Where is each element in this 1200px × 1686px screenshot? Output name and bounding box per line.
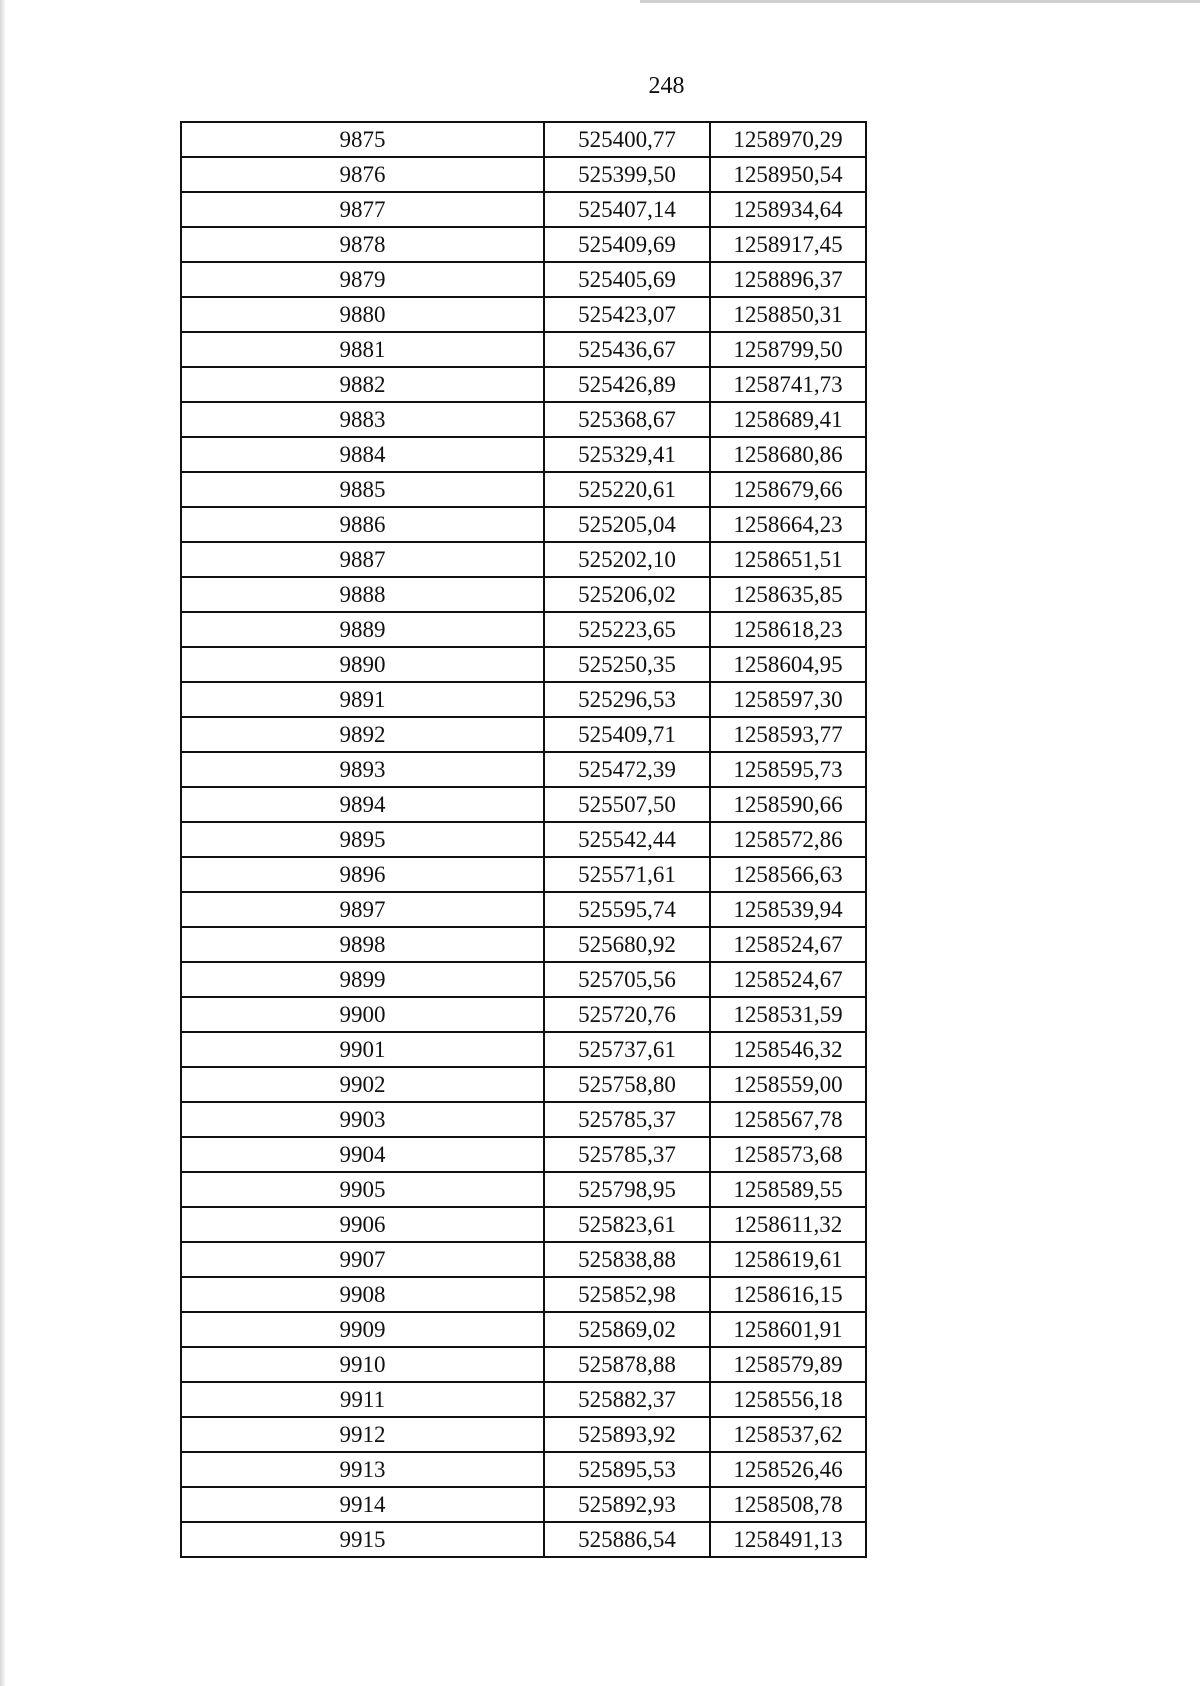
x-coordinate-cell: 525785,37 bbox=[544, 1102, 710, 1137]
point-number-cell: 9909 bbox=[181, 1312, 544, 1347]
point-number-cell: 9892 bbox=[181, 717, 544, 752]
table-row bbox=[181, 612, 866, 647]
y-coordinate-cell: 1258619,61 bbox=[710, 1242, 866, 1277]
y-coordinate-cell: 1258616,15 bbox=[710, 1277, 866, 1312]
x-coordinate-cell: 525405,69 bbox=[544, 262, 710, 297]
table-row bbox=[181, 1277, 866, 1312]
point-number-cell: 9895 bbox=[181, 822, 544, 857]
table-row bbox=[181, 1067, 866, 1102]
y-coordinate-cell: 1258680,86 bbox=[710, 437, 866, 472]
table-row bbox=[181, 367, 866, 402]
table-row bbox=[181, 962, 866, 997]
y-coordinate-cell: 1258526,46 bbox=[710, 1452, 866, 1487]
table-row bbox=[181, 227, 866, 262]
table-row bbox=[181, 1487, 866, 1522]
y-coordinate-cell: 1258611,32 bbox=[710, 1207, 866, 1242]
x-coordinate-cell: 525823,61 bbox=[544, 1207, 710, 1242]
table-row bbox=[181, 1522, 866, 1557]
y-coordinate-cell: 1258524,67 bbox=[710, 927, 866, 962]
y-coordinate-cell: 1258537,62 bbox=[710, 1417, 866, 1452]
table-row bbox=[181, 157, 866, 192]
x-coordinate-cell: 525838,88 bbox=[544, 1242, 710, 1277]
y-coordinate-cell: 1258546,32 bbox=[710, 1032, 866, 1067]
point-number-cell: 9912 bbox=[181, 1417, 544, 1452]
table-row bbox=[181, 857, 866, 892]
point-number-cell: 9891 bbox=[181, 682, 544, 717]
point-number-cell: 9885 bbox=[181, 472, 544, 507]
y-coordinate-cell: 1258604,95 bbox=[710, 647, 866, 682]
y-coordinate-cell: 1258679,66 bbox=[710, 472, 866, 507]
y-coordinate-cell: 1258741,73 bbox=[710, 367, 866, 402]
point-number-cell: 9899 bbox=[181, 962, 544, 997]
x-coordinate-cell: 525869,02 bbox=[544, 1312, 710, 1347]
y-coordinate-cell: 1258934,64 bbox=[710, 192, 866, 227]
y-coordinate-cell: 1258896,37 bbox=[710, 262, 866, 297]
x-coordinate-cell: 525472,39 bbox=[544, 752, 710, 787]
y-coordinate-cell: 1258597,30 bbox=[710, 682, 866, 717]
x-coordinate-cell: 525758,80 bbox=[544, 1067, 710, 1102]
table-row bbox=[181, 1382, 866, 1417]
x-coordinate-cell: 525223,65 bbox=[544, 612, 710, 647]
x-coordinate-cell: 525571,61 bbox=[544, 857, 710, 892]
table-row bbox=[181, 1417, 866, 1452]
point-number-cell: 9890 bbox=[181, 647, 544, 682]
x-coordinate-cell: 525878,88 bbox=[544, 1347, 710, 1382]
scan-edge-top bbox=[640, 0, 1200, 3]
x-coordinate-cell: 525705,56 bbox=[544, 962, 710, 997]
point-number-cell: 9883 bbox=[181, 402, 544, 437]
table-row bbox=[181, 577, 866, 612]
point-number-cell: 9904 bbox=[181, 1137, 544, 1172]
y-coordinate-cell: 1258799,50 bbox=[710, 332, 866, 367]
table-row bbox=[181, 682, 866, 717]
scan-edge-left bbox=[0, 0, 6, 1686]
y-coordinate-cell: 1258491,13 bbox=[710, 1522, 866, 1557]
point-number-cell: 9887 bbox=[181, 542, 544, 577]
table-row bbox=[181, 402, 866, 437]
x-coordinate-cell: 525893,92 bbox=[544, 1417, 710, 1452]
x-coordinate-cell: 525436,67 bbox=[544, 332, 710, 367]
point-number-cell: 9898 bbox=[181, 927, 544, 962]
x-coordinate-cell: 525895,53 bbox=[544, 1452, 710, 1487]
y-coordinate-cell: 1258559,00 bbox=[710, 1067, 866, 1102]
y-coordinate-cell: 1258950,54 bbox=[710, 157, 866, 192]
y-coordinate-cell: 1258593,77 bbox=[710, 717, 866, 752]
x-coordinate-cell: 525785,37 bbox=[544, 1137, 710, 1172]
table-row bbox=[181, 192, 866, 227]
y-coordinate-cell: 1258601,91 bbox=[710, 1312, 866, 1347]
x-coordinate-cell: 525680,92 bbox=[544, 927, 710, 962]
x-coordinate-cell: 525296,53 bbox=[544, 682, 710, 717]
x-coordinate-cell: 525409,69 bbox=[544, 227, 710, 262]
point-number-cell: 9888 bbox=[181, 577, 544, 612]
x-coordinate-cell: 525882,37 bbox=[544, 1382, 710, 1417]
y-coordinate-cell: 1258595,73 bbox=[710, 752, 866, 787]
point-number-cell: 9901 bbox=[181, 1032, 544, 1067]
table-row bbox=[181, 122, 866, 157]
point-number-cell: 9915 bbox=[181, 1522, 544, 1557]
table-row bbox=[181, 1347, 866, 1382]
table-row bbox=[181, 1137, 866, 1172]
x-coordinate-cell: 525798,95 bbox=[544, 1172, 710, 1207]
table-row bbox=[181, 787, 866, 822]
point-number-cell: 9893 bbox=[181, 752, 544, 787]
point-number-cell: 9880 bbox=[181, 297, 544, 332]
point-number-cell: 9876 bbox=[181, 157, 544, 192]
y-coordinate-cell: 1258635,85 bbox=[710, 577, 866, 612]
x-coordinate-cell: 525206,02 bbox=[544, 577, 710, 612]
y-coordinate-cell: 1258566,63 bbox=[710, 857, 866, 892]
table-row bbox=[181, 507, 866, 542]
x-coordinate-cell: 525407,14 bbox=[544, 192, 710, 227]
table-row bbox=[181, 927, 866, 962]
point-number-cell: 9896 bbox=[181, 857, 544, 892]
y-coordinate-cell: 1258508,78 bbox=[710, 1487, 866, 1522]
point-number-cell: 9879 bbox=[181, 262, 544, 297]
x-coordinate-cell: 525542,44 bbox=[544, 822, 710, 857]
x-coordinate-cell: 525400,77 bbox=[544, 122, 710, 157]
y-coordinate-cell: 1258579,89 bbox=[710, 1347, 866, 1382]
table-row bbox=[181, 997, 866, 1032]
point-number-cell: 9894 bbox=[181, 787, 544, 822]
x-coordinate-cell: 525852,98 bbox=[544, 1277, 710, 1312]
x-coordinate-cell: 525368,67 bbox=[544, 402, 710, 437]
point-number-cell: 9902 bbox=[181, 1067, 544, 1102]
table-row bbox=[181, 332, 866, 367]
x-coordinate-cell: 525409,71 bbox=[544, 717, 710, 752]
point-number-cell: 9875 bbox=[181, 122, 544, 157]
x-coordinate-cell: 525507,50 bbox=[544, 787, 710, 822]
x-coordinate-cell: 525205,04 bbox=[544, 507, 710, 542]
x-coordinate-cell: 525250,35 bbox=[544, 647, 710, 682]
x-coordinate-cell: 525720,76 bbox=[544, 997, 710, 1032]
y-coordinate-cell: 1258539,94 bbox=[710, 892, 866, 927]
point-number-cell: 9886 bbox=[181, 507, 544, 542]
point-number-cell: 9884 bbox=[181, 437, 544, 472]
x-coordinate-cell: 525886,54 bbox=[544, 1522, 710, 1557]
point-number-cell: 9913 bbox=[181, 1452, 544, 1487]
table-row bbox=[181, 1312, 866, 1347]
y-coordinate-cell: 1258970,29 bbox=[710, 122, 866, 157]
point-number-cell: 9910 bbox=[181, 1347, 544, 1382]
table-row bbox=[181, 542, 866, 577]
x-coordinate-cell: 525426,89 bbox=[544, 367, 710, 402]
table-row bbox=[181, 892, 866, 927]
y-coordinate-cell: 1258572,86 bbox=[710, 822, 866, 857]
y-coordinate-cell: 1258651,51 bbox=[710, 542, 866, 577]
y-coordinate-cell: 1258618,23 bbox=[710, 612, 866, 647]
y-coordinate-cell: 1258524,67 bbox=[710, 962, 866, 997]
table-row bbox=[181, 717, 866, 752]
y-coordinate-cell: 1258556,18 bbox=[710, 1382, 866, 1417]
table-row bbox=[181, 262, 866, 297]
point-number-cell: 9907 bbox=[181, 1242, 544, 1277]
y-coordinate-cell: 1258689,41 bbox=[710, 402, 866, 437]
table-row bbox=[181, 297, 866, 332]
y-coordinate-cell: 1258850,31 bbox=[710, 297, 866, 332]
table-row bbox=[181, 822, 866, 857]
table-row bbox=[181, 1102, 866, 1137]
point-number-cell: 9877 bbox=[181, 192, 544, 227]
x-coordinate-cell: 525202,10 bbox=[544, 542, 710, 577]
point-number-cell: 9900 bbox=[181, 997, 544, 1032]
x-coordinate-cell: 525329,41 bbox=[544, 437, 710, 472]
table-row bbox=[181, 647, 866, 682]
table-row bbox=[181, 1172, 866, 1207]
y-coordinate-cell: 1258567,78 bbox=[710, 1102, 866, 1137]
point-number-cell: 9908 bbox=[181, 1277, 544, 1312]
x-coordinate-cell: 525892,93 bbox=[544, 1487, 710, 1522]
point-number-cell: 9906 bbox=[181, 1207, 544, 1242]
y-coordinate-cell: 1258917,45 bbox=[710, 227, 866, 262]
table-row bbox=[181, 1452, 866, 1487]
table-row bbox=[181, 752, 866, 787]
table-row bbox=[181, 472, 866, 507]
coordinates-table bbox=[180, 121, 867, 1558]
x-coordinate-cell: 525423,07 bbox=[544, 297, 710, 332]
table-row bbox=[181, 437, 866, 472]
y-coordinate-cell: 1258589,55 bbox=[710, 1172, 866, 1207]
point-number-cell: 9911 bbox=[181, 1382, 544, 1417]
point-number-cell: 9905 bbox=[181, 1172, 544, 1207]
x-coordinate-cell: 525737,61 bbox=[544, 1032, 710, 1067]
y-coordinate-cell: 1258664,23 bbox=[710, 507, 866, 542]
table-row bbox=[181, 1242, 866, 1277]
table-row bbox=[181, 1032, 866, 1067]
point-number-cell: 9903 bbox=[181, 1102, 544, 1137]
page-number: 248 bbox=[648, 73, 685, 99]
coordinates-table-wrapper bbox=[180, 121, 867, 1558]
x-coordinate-cell: 525220,61 bbox=[544, 472, 710, 507]
y-coordinate-cell: 1258573,68 bbox=[710, 1137, 866, 1172]
y-coordinate-cell: 1258590,66 bbox=[710, 787, 866, 822]
x-coordinate-cell: 525399,50 bbox=[544, 157, 710, 192]
y-coordinate-cell: 1258531,59 bbox=[710, 997, 866, 1032]
point-number-cell: 9878 bbox=[181, 227, 544, 262]
point-number-cell: 9914 bbox=[181, 1487, 544, 1522]
point-number-cell: 9889 bbox=[181, 612, 544, 647]
point-number-cell: 9897 bbox=[181, 892, 544, 927]
x-coordinate-cell: 525595,74 bbox=[544, 892, 710, 927]
coordinates-table-body bbox=[181, 122, 866, 1557]
point-number-cell: 9881 bbox=[181, 332, 544, 367]
point-number-cell: 9882 bbox=[181, 367, 544, 402]
table-row bbox=[181, 1207, 866, 1242]
